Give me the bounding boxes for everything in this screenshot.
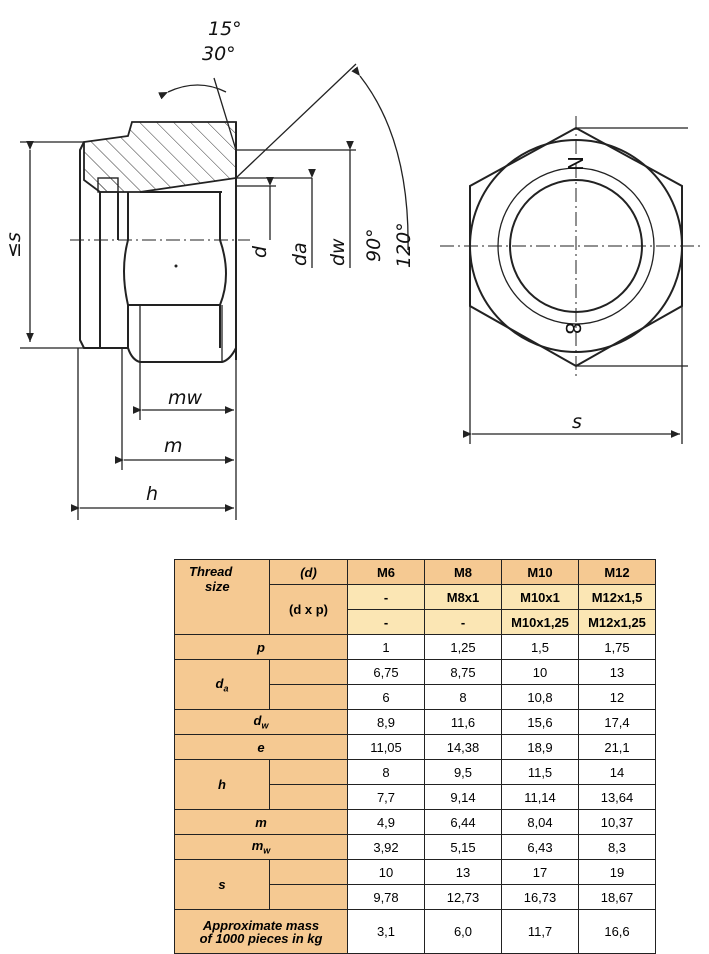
row-label-s: s [175,860,270,910]
cell: 10 [348,860,425,885]
blank-cell [270,785,348,810]
cell: 13 [425,860,502,885]
cell: 6,75 [348,660,425,685]
fine2-m10: M10x1,25 [502,610,579,635]
cell: 13,64 [579,785,656,810]
cell: 4,9 [348,810,425,835]
cell: 11,05 [348,735,425,760]
row-label-mw-main: m [251,838,264,854]
size-m8: M8 [425,560,502,585]
dim-label-s-side: ≤s [3,232,25,258]
cell: 14 [579,760,656,785]
mark-n: N [563,156,587,171]
cell: 8,9 [348,710,425,735]
cell: 9,78 [348,885,425,910]
row-label-e: e [175,735,348,760]
table-row [175,760,656,785]
table-row [175,835,656,860]
dim-label-m: m [164,435,183,457]
table-row [175,910,656,954]
cell: 15,6 [502,710,579,735]
row-label-m: m [175,810,348,835]
cell: 10,8 [502,685,579,710]
dim-label-dw: dw [327,238,349,266]
dim-label-da: da [289,242,311,266]
row-label-mass: Approximate mass of 1000 pieces in kg [175,910,348,954]
row-label-da-sub: a [223,683,229,694]
cell: 16,6 [579,910,656,954]
cell: 10 [502,660,579,685]
cell: 9,5 [425,760,502,785]
row-label-da [175,660,270,710]
row-label-h: h [175,760,270,810]
cell: 1,25 [425,635,502,660]
blank-cell [270,860,348,885]
cell: 1,5 [502,635,579,660]
fine1-m8: M8x1 [425,585,502,610]
cell: 8,75 [425,660,502,685]
mark-8: 8 [561,322,585,335]
row-label-p: p [175,635,348,660]
table-row [175,810,656,835]
cell: 18,9 [502,735,579,760]
table-row [175,560,656,585]
cell: 8,3 [579,835,656,860]
fine2-m8: - [425,610,502,635]
fine2-m12: M12x1,25 [579,610,656,635]
size-m12: M12 [579,560,656,585]
dim-label-mw: mw [168,387,203,409]
table-row [175,660,656,685]
table-row [175,735,656,760]
row-label-dw-main: d [253,713,262,729]
nylon-insert [98,178,118,192]
cell: 13 [579,660,656,685]
row-label-dw [175,710,348,735]
cell: 3,1 [348,910,425,954]
cell: 6,44 [425,810,502,835]
table-row [175,635,656,660]
row-label-da-main: d [215,675,224,691]
dimension-table [174,559,656,954]
cell: 8 [348,760,425,785]
side-view [20,64,408,520]
cell: 1 [348,635,425,660]
blank-cell [270,685,348,710]
cell: 3,92 [348,835,425,860]
row-label-dw-sub: w [261,720,269,731]
cell: 10,37 [579,810,656,835]
table-row [175,860,656,885]
angle-label-30: 30° [202,43,236,65]
cell: 5,15 [425,835,502,860]
cell: 6 [348,685,425,710]
cell: 18,67 [579,885,656,910]
cell: 8 [425,685,502,710]
cell: 11,6 [425,710,502,735]
cell: 12 [579,685,656,710]
fine1-m6: - [348,585,425,610]
cell: 8,04 [502,810,579,835]
cell: 12,73 [425,885,502,910]
cell: 21,1 [579,735,656,760]
fine1-m12: M12x1,5 [579,585,656,610]
cell: 16,73 [502,885,579,910]
d-label: (d) [270,560,348,585]
cell: 14,38 [425,735,502,760]
size-label: size [205,579,230,594]
cell: 11,14 [502,785,579,810]
cell: 1,75 [579,635,656,660]
dim-label-h: h [146,483,159,505]
angle-label-90: 90° [363,228,385,262]
cell: 17 [502,860,579,885]
cell: 19 [579,860,656,885]
blank-cell [270,660,348,685]
blank-cell [270,760,348,785]
cell: 11,5 [502,760,579,785]
dxp-label: (d x p) [270,585,348,635]
fine2-m6: - [348,610,425,635]
cell: 17,4 [579,710,656,735]
cell: 9,14 [425,785,502,810]
size-m10: M10 [502,560,579,585]
cell: 6,43 [502,835,579,860]
cell: 11,7 [502,910,579,954]
thread-size-cell [175,560,270,635]
size-m6: M6 [348,560,425,585]
row-label-mw-sub: w [263,845,271,856]
table-row [175,710,656,735]
fine1-m10: M10x1 [502,585,579,610]
dim-label-s: s [572,411,582,433]
angle-label-15: 15° [208,18,242,40]
dim-label-d: d [249,245,271,258]
cell: 6,0 [425,910,502,954]
row-label-mw [175,835,348,860]
thread-label: Thread [189,564,233,579]
cell: 7,7 [348,785,425,810]
blank-cell [270,885,348,910]
angle-label-120: 120° [393,222,415,268]
